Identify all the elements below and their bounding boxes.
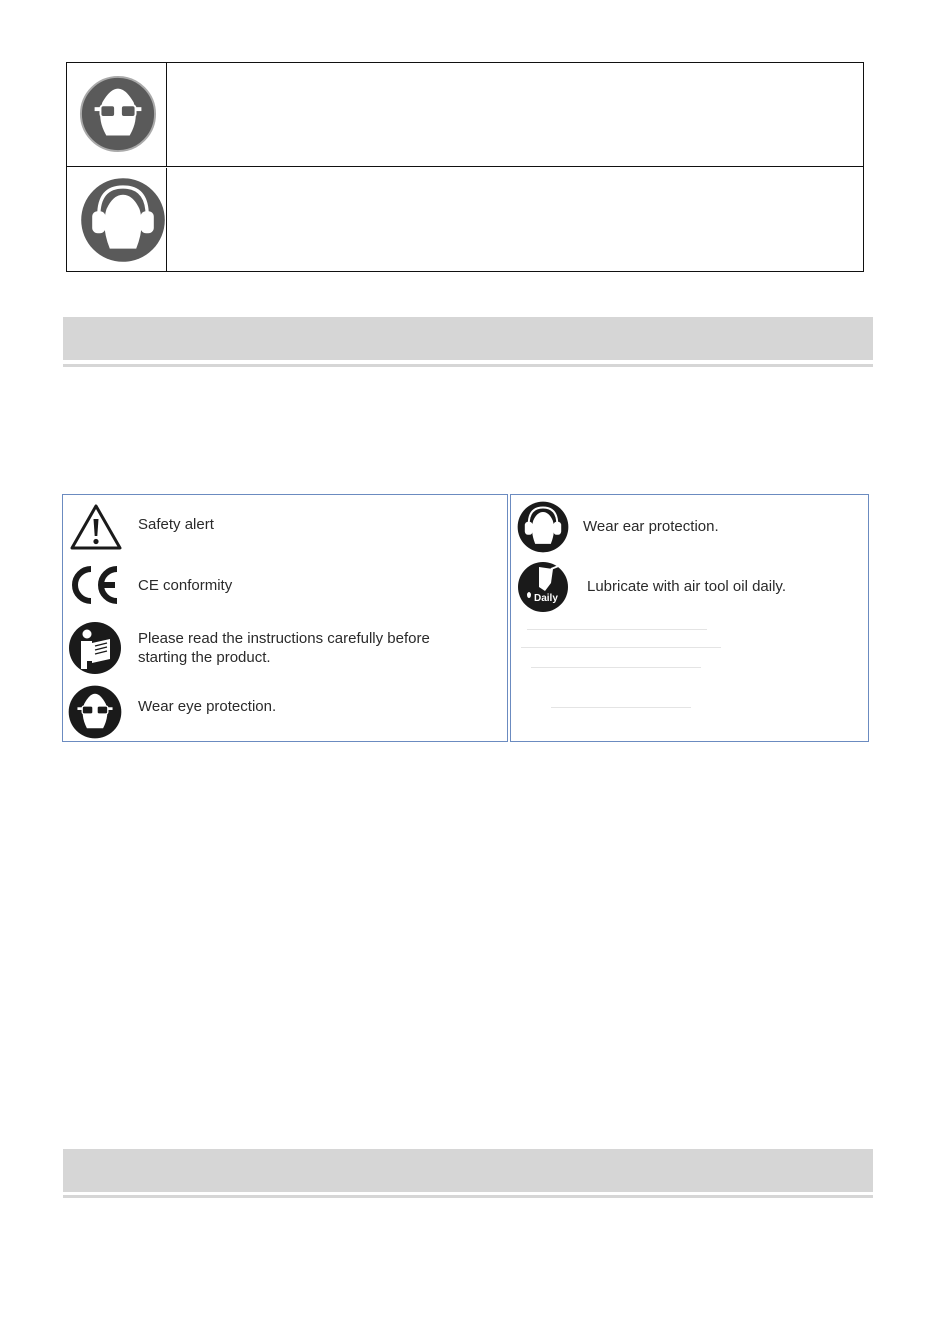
oil-can-icon-label: Daily — [534, 593, 558, 604]
symbol-legend-panel-right — [510, 494, 869, 742]
symbol-legend-panel-left — [62, 494, 508, 742]
section-divider — [63, 1195, 873, 1198]
legend-label: Wear eye protection. — [138, 698, 277, 715]
legend-item-ear-protection — [511, 501, 868, 555]
safety-alert-icon — [69, 503, 123, 551]
faded-text-trace — [551, 707, 691, 708]
legend-item-ce — [63, 561, 507, 611]
legend-label: Lubricate with air tool oil daily. — [587, 578, 786, 595]
legend-item-eye-protection — [63, 683, 507, 739]
symbol-icon-cell — [67, 168, 167, 271]
eye-protection-icon — [79, 75, 157, 153]
oil-can-icon — [517, 561, 569, 613]
legend-item-safety-alert — [63, 501, 507, 555]
ear-protection-icon — [79, 176, 167, 264]
legend-item-read-manual — [63, 619, 507, 675]
section-header-bar — [63, 317, 873, 360]
symbol-description — [168, 63, 863, 166]
legend-label-line1: Please read the instructions carefully before — [138, 630, 430, 647]
legend-label: CE conformity — [138, 577, 233, 594]
faded-text-trace — [531, 667, 701, 668]
ear-protection-icon — [517, 501, 569, 553]
section-divider — [63, 364, 873, 367]
symbol-row-eye — [67, 63, 863, 167]
ce-mark-icon — [69, 565, 123, 605]
section-header-bar — [63, 1149, 873, 1192]
faded-text-trace — [521, 647, 721, 648]
symbol-table — [66, 62, 864, 272]
read-manual-icon — [68, 621, 122, 675]
legend-label: Safety alert — [138, 516, 214, 533]
legend-label-line2: starting the product. — [138, 649, 271, 666]
symbol-description — [168, 168, 863, 271]
legend-label: Wear ear protection. — [583, 518, 719, 535]
legend-item-lubricate — [511, 559, 868, 615]
eye-protection-icon — [68, 685, 122, 739]
faded-text-trace — [527, 629, 707, 630]
symbol-icon-cell — [67, 63, 167, 166]
symbol-row-ear — [67, 168, 863, 271]
